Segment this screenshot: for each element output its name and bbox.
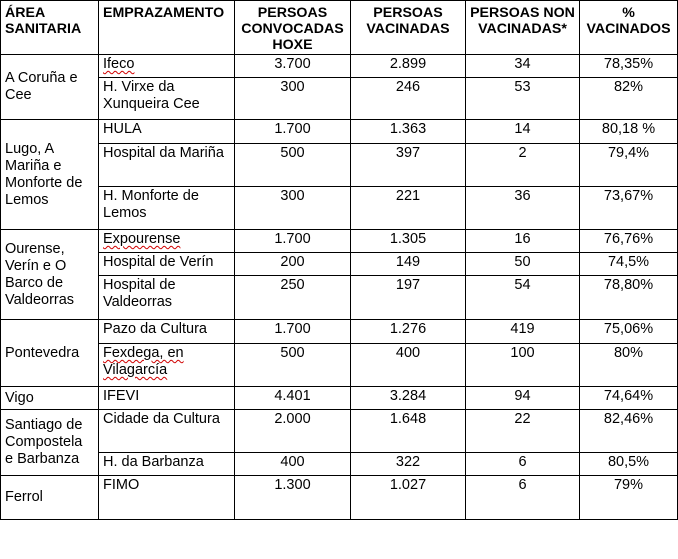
header-not-vaccinated: PERSOAS NON VACINADAS*	[466, 1, 580, 55]
site-label: H. Virxe da Xunqueira Cee	[103, 79, 200, 112]
site-cell	[99, 453, 235, 476]
convoked-cell: 1.700	[235, 120, 351, 144]
site-cell	[99, 320, 235, 344]
site-cell	[99, 276, 235, 320]
header-percent: % VACINADOS	[580, 1, 678, 55]
header-convoked: PERSOAS CONVOCADAS HOXE	[235, 1, 351, 55]
convoked-cell: 250	[235, 276, 351, 320]
not-vaccinated-cell: 34	[466, 55, 580, 78]
area-cell: Santiago de Compostela e Barbanza	[1, 410, 99, 476]
table-row	[1, 453, 678, 476]
percent-cell: 79,4%	[580, 144, 678, 187]
site-label: Fexdega, en Vilagarcía	[103, 345, 184, 378]
site-label: Expourense	[103, 231, 181, 247]
table-row	[1, 78, 678, 120]
convoked-cell: 2.000	[235, 410, 351, 453]
convoked-cell: 500	[235, 144, 351, 187]
vaccinated-cell: 246	[351, 78, 466, 120]
area-cell: Pontevedra	[1, 320, 99, 387]
table-body	[1, 55, 678, 520]
not-vaccinated-cell: 50	[466, 253, 580, 276]
area-cell: Lugo, A Mariña e Monforte de Lemos	[1, 120, 99, 230]
percent-cell: 80,5%	[580, 453, 678, 476]
site-cell	[99, 387, 235, 410]
percent-cell: 80%	[580, 344, 678, 387]
percent-cell: 75,06%	[580, 320, 678, 344]
table-row	[1, 187, 678, 230]
site-cell	[99, 253, 235, 276]
site-cell	[99, 230, 235, 253]
not-vaccinated-cell: 94	[466, 387, 580, 410]
convoked-cell: 4.401	[235, 387, 351, 410]
header-area: ÁREA SANITARIA	[1, 1, 99, 55]
site-cell	[99, 187, 235, 230]
not-vaccinated-cell: 419	[466, 320, 580, 344]
area-cell: Ourense, Verín e O Barco de Valdeorras	[1, 230, 99, 320]
table-row	[1, 276, 678, 320]
convoked-cell: 300	[235, 187, 351, 230]
table-row	[1, 320, 678, 344]
vaccinated-cell: 1.363	[351, 120, 466, 144]
site-label: Hospital da Mariña	[103, 145, 224, 161]
site-label: Cidade da Cultura	[103, 411, 220, 427]
not-vaccinated-cell: 36	[466, 187, 580, 230]
convoked-cell: 400	[235, 453, 351, 476]
vaccinated-cell: 1.648	[351, 410, 466, 453]
table-row	[1, 230, 678, 253]
not-vaccinated-cell: 53	[466, 78, 580, 120]
header-vaccinated: PERSOAS VACINADAS	[351, 1, 466, 55]
percent-cell: 76,76%	[580, 230, 678, 253]
area-cell: Ferrol	[1, 476, 99, 520]
vaccinated-cell: 197	[351, 276, 466, 320]
percent-cell: 79%	[580, 476, 678, 520]
site-label: IFEVI	[103, 388, 140, 404]
percent-cell: 74,5%	[580, 253, 678, 276]
vaccinated-cell: 1.305	[351, 230, 466, 253]
vaccinated-cell: 149	[351, 253, 466, 276]
not-vaccinated-cell: 54	[466, 276, 580, 320]
convoked-cell: 3.700	[235, 55, 351, 78]
vaccinated-cell: 1.276	[351, 320, 466, 344]
percent-cell: 80,18 %	[580, 120, 678, 144]
vaccinated-cell: 3.284	[351, 387, 466, 410]
site-label: Hospital de Valdeorras	[103, 277, 176, 310]
site-cell	[99, 144, 235, 187]
site-label: FIMO	[103, 477, 140, 493]
vaccinated-cell: 1.027	[351, 476, 466, 520]
vaccinated-cell: 221	[351, 187, 466, 230]
site-label: H. Monforte de Lemos	[103, 188, 199, 221]
table-row	[1, 55, 678, 78]
vaccinated-cell: 2.899	[351, 55, 466, 78]
vaccinated-cell: 322	[351, 453, 466, 476]
vaccinated-cell: 400	[351, 344, 466, 387]
site-label: Hospital de Verín	[103, 254, 214, 270]
area-cell: Vigo	[1, 387, 99, 410]
not-vaccinated-cell: 14	[466, 120, 580, 144]
not-vaccinated-cell: 2	[466, 144, 580, 187]
percent-cell: 78,35%	[580, 55, 678, 78]
convoked-cell: 1.300	[235, 476, 351, 520]
percent-cell: 73,67%	[580, 187, 678, 230]
site-cell	[99, 120, 235, 144]
convoked-cell: 500	[235, 344, 351, 387]
site-cell	[99, 344, 235, 387]
table-row	[1, 344, 678, 387]
convoked-cell: 1.700	[235, 320, 351, 344]
not-vaccinated-cell: 6	[466, 476, 580, 520]
site-label: HULA	[103, 121, 142, 137]
percent-cell: 74,64%	[580, 387, 678, 410]
not-vaccinated-cell: 6	[466, 453, 580, 476]
not-vaccinated-cell: 22	[466, 410, 580, 453]
percent-cell: 78,80%	[580, 276, 678, 320]
not-vaccinated-cell: 16	[466, 230, 580, 253]
convoked-cell: 300	[235, 78, 351, 120]
convoked-cell: 200	[235, 253, 351, 276]
table-row	[1, 387, 678, 410]
site-cell	[99, 476, 235, 520]
vaccinated-cell: 397	[351, 144, 466, 187]
site-cell	[99, 78, 235, 120]
table-row	[1, 476, 678, 520]
percent-cell: 82,46%	[580, 410, 678, 453]
site-label: Pazo da Cultura	[103, 321, 207, 337]
table-row	[1, 253, 678, 276]
table-row	[1, 120, 678, 144]
area-cell: A Coruña e Cee	[1, 55, 99, 120]
table-row	[1, 410, 678, 453]
convoked-cell: 1.700	[235, 230, 351, 253]
not-vaccinated-cell: 100	[466, 344, 580, 387]
site-cell	[99, 410, 235, 453]
header-site: EMPRAZAMENTO	[99, 1, 235, 55]
percent-cell: 82%	[580, 78, 678, 120]
table-row	[1, 144, 678, 187]
site-label: H. da Barbanza	[103, 454, 204, 470]
site-label: Ifeco	[103, 56, 135, 72]
header-row	[1, 1, 678, 55]
site-cell	[99, 55, 235, 78]
